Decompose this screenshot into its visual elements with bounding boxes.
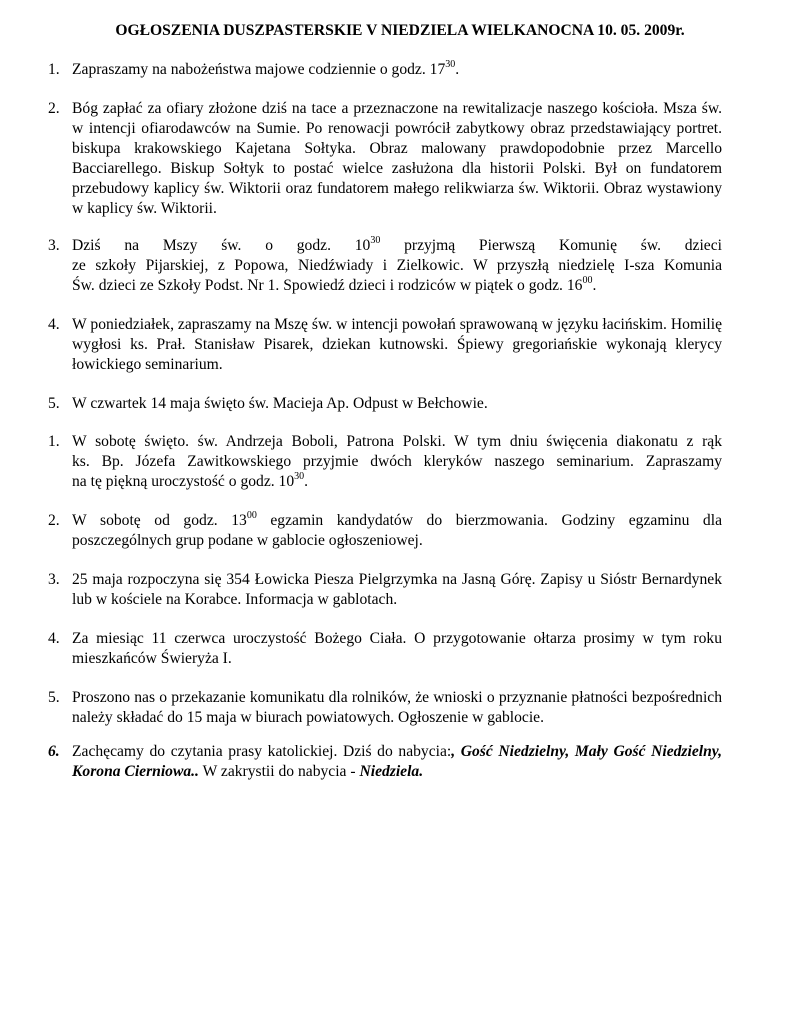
item-text: Zachęcamy do czytania prasy katolickiej. Dziś do nabycia:, Gość Niedzielny, Mały Gość Niedzielny, Korona Cierniowa.. W zakrystii do nabycia - Niedziela. xyxy=(72,743,722,780)
item-number: 2. xyxy=(48,100,60,117)
item-number: 4. xyxy=(48,630,60,647)
list-item xyxy=(48,60,722,82)
list-item xyxy=(48,432,722,494)
page-title: OGŁOSZENIA DUSZPASTERSKIE V NIEDZIELA WIELKANOCNA 10. 05. 2009r. xyxy=(115,22,685,39)
item-number: 2. xyxy=(48,512,60,529)
item-number: 3. xyxy=(48,571,60,588)
list-item xyxy=(48,629,722,671)
item-number: 5. xyxy=(48,689,60,706)
list-item xyxy=(48,688,722,730)
list-item xyxy=(48,315,722,377)
item-number: 4. xyxy=(48,316,60,333)
item-text: Proszono nas o przekazanie komunikatu dla rolników, że wnioski o przyznanie płatności bezpośrednich należy składać do 15 maja w biurach powiatowych. Ogłoszenie w gablocie. xyxy=(72,689,722,726)
list-item xyxy=(48,742,722,784)
item-text: 25 maja rozpoczyna się 354 Łowicka Piesza Pielgrzymka na Jasną Górę. Zapisy u Sióstr Bernardynek lub w kościele na Korabce. Informacja w gablotach. xyxy=(72,571,722,608)
item-text: Dziś na Mszy św. o godz. $10^{30}$ przyjmą Pierwszą Komunię św. dzieci ze szkoły Pijarskiej, z Popowa, Niedźwiady i Zielkowic. W przyszłą niedzielę I-sza Komunia Św. dzieci ze Szkoły Podst. Nr 1. Spowiedź dzieci i rodziców w piątek o godz. $16^{00}$. xyxy=(72,235,722,294)
item-number: 6. xyxy=(48,743,60,760)
item-text: Za miesiąc 11 czerwca uroczystość Bożego Ciała. O przygotowanie ołtarza prosimy w tym roku mieszkańców Świeryża I. xyxy=(72,630,722,667)
item-number: 3. xyxy=(48,237,60,254)
item-text: W poniedziałek, zapraszamy na Mszę św. w intencji powołań sprawowaną w języku łacińskim. Homilię wygłosi ks. Prał. Stanisław Pisarek, dziekan kutnowski. Śpiewy gregoriańskie wykonają klerycy łowickiego seminarium. xyxy=(72,316,722,373)
item-text: Bóg zapłać za ofiary złożone dziś na tace a przeznaczone na rewitalizacje naszego kościoła. Msza św. w intencji ofiarodawców na Sumie. Po renowacji powrócił zabytkowy obraz przedstawiający portret. biskupa krakowskiego Kajetana Sołtyka. Obraz malowany prawdopodobnie przez Marcello Bacciarellego. Biskup Sołtyk to postać wielce zasłużona dla historii Polski. Był on fundatorem przebudowy kaplicy św. Wiktorii oraz fundatorem małego relikwiarza św. Wiktorii. Obraz wystawiony w kaplicy św. Wiktorii. xyxy=(72,100,722,217)
list-item xyxy=(48,236,722,298)
item-number: 5. xyxy=(48,395,60,412)
item-text: W sobotę od godz. $13^{00}$ egzamin kandydatów do bierzmowania. Godziny egzaminu dla poszczególnych grup podane w gablocie ogłoszeniowej. xyxy=(72,510,722,549)
item-number: 1. xyxy=(48,433,60,450)
list-item xyxy=(48,511,722,553)
list-item xyxy=(48,99,722,219)
item-text: W czwartek 14 maja święto św. Macieja Ap. Odpust w Bełchowie. xyxy=(72,395,488,412)
item-text: Zapraszamy na nabożeństwa majowe codziennie o godz. $17^{30}$. xyxy=(72,59,460,78)
item-number: 1. xyxy=(48,61,60,78)
item-text: W sobotę święto. św. Andrzeja Boboli, Patrona Polski. W tym dniu święcenia diakonatu z rąk ks. Bp. Józefa Zawitkowskiego przyjmie dwóch kleryków naszego seminarium. Zapraszamy na tę piękną uroczystość o godz. $10^{30}$. xyxy=(72,433,722,490)
list-item xyxy=(48,394,722,416)
list-item xyxy=(48,570,722,612)
